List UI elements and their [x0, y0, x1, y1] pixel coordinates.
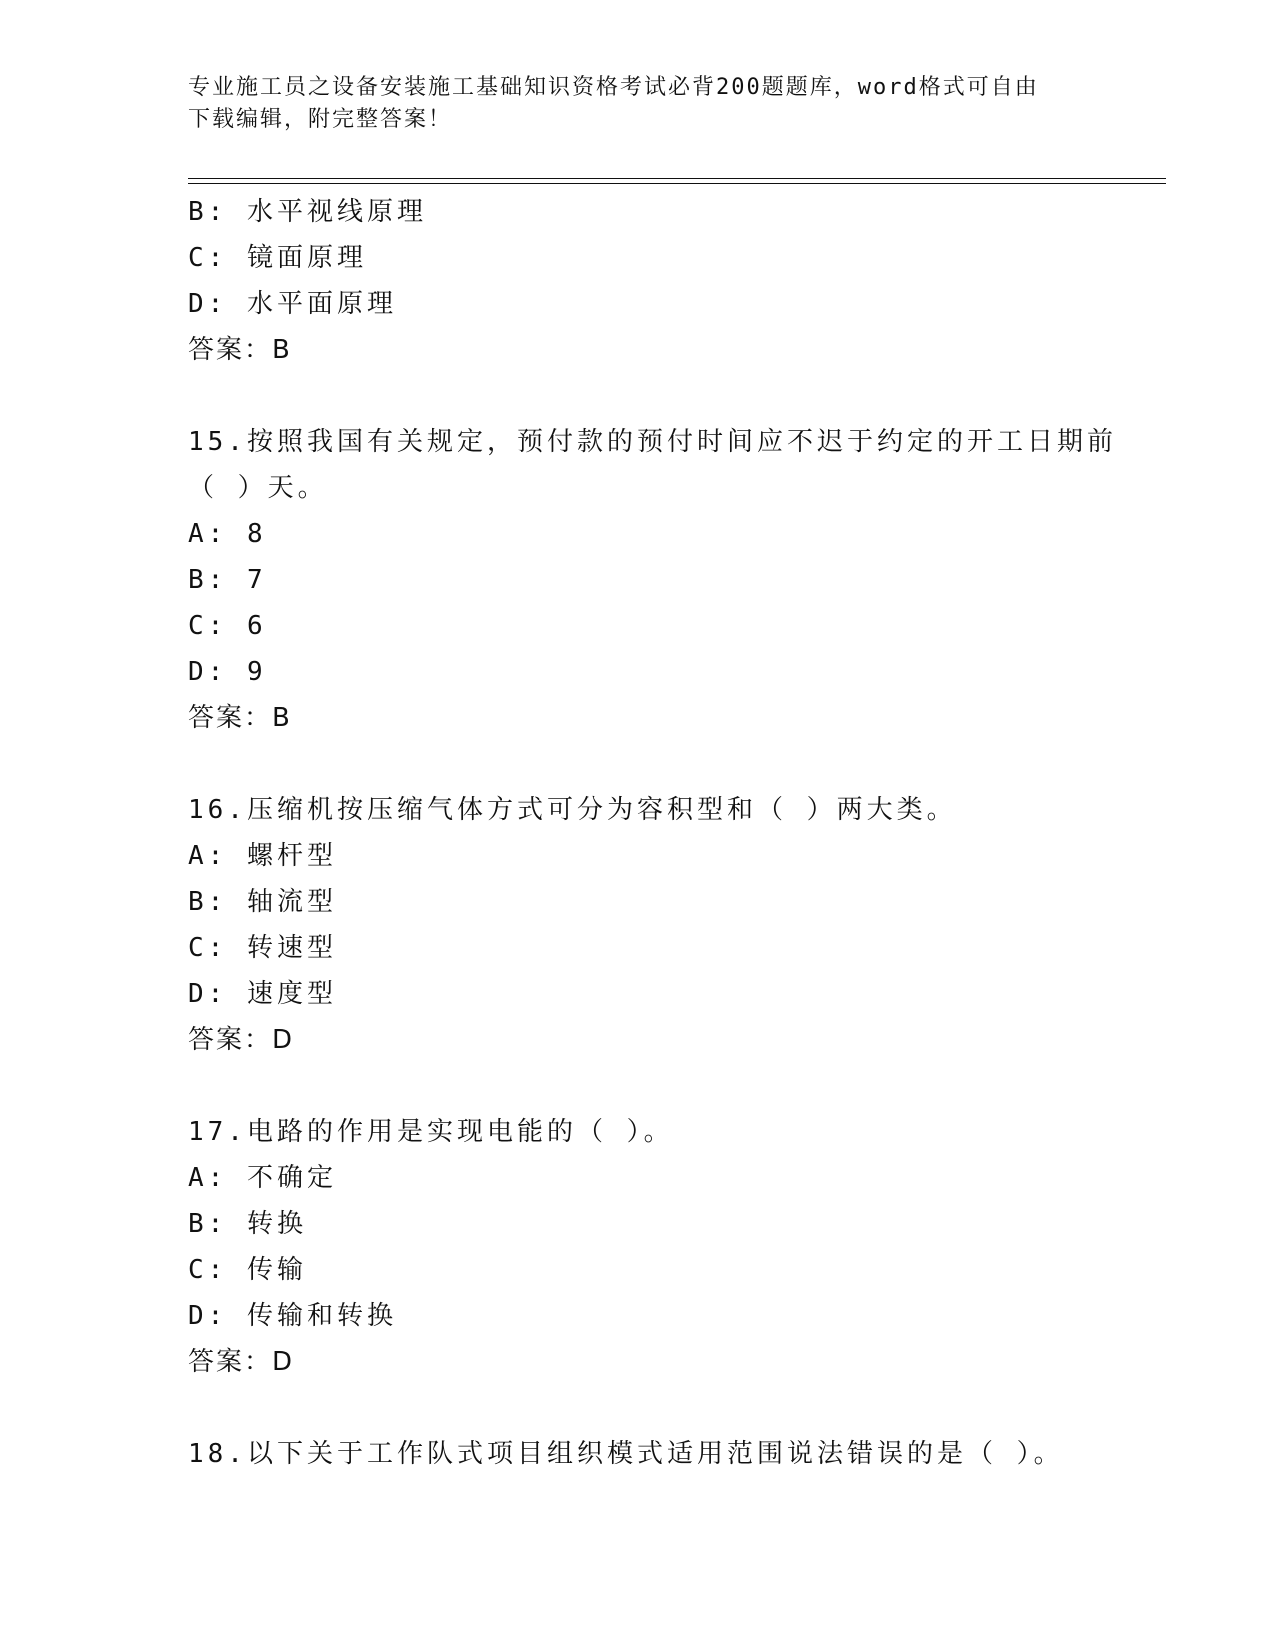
option-d: D: 速度型: [188, 979, 337, 1009]
header-divider: [188, 178, 1166, 184]
header-title-line-2: 下载编辑，附完整答案！: [188, 107, 453, 132]
question-17: [188, 1109, 1168, 1385]
option-c: C: 转速型: [188, 933, 337, 963]
question-15: [188, 419, 1168, 741]
question-14-tail: [188, 189, 1168, 373]
option-d: D: 水平面原理: [188, 289, 397, 319]
question-list: [188, 189, 1168, 1477]
option-a: A: 不确定: [188, 1163, 337, 1193]
option-d: D: 传输和转换: [188, 1301, 397, 1331]
option-a: A: 螺杆型: [188, 841, 337, 871]
header-title-line-1: 专业施工员之设备安装施工基础知识资格考试必背200题题库，word格式可自由: [188, 75, 1039, 100]
option-d: D: 9: [188, 657, 267, 687]
question-stem-continued: （ ）天。: [188, 473, 328, 503]
question-stem: 17.电路的作用是实现电能的（ ）。: [188, 1117, 674, 1147]
option-b: B: 转换: [188, 1209, 307, 1239]
question-18: [188, 1431, 1168, 1477]
option-c: C: 传输: [188, 1255, 307, 1285]
answer-label: 答案：D: [188, 1347, 295, 1377]
option-b: B: 轴流型: [188, 887, 337, 917]
question-stem: 18.以下关于工作队式项目组织模式适用范围说法错误的是（ ）。: [188, 1439, 1064, 1469]
option-c: C: 镜面原理: [188, 243, 367, 273]
option-b: B: 水平视线原理: [188, 197, 427, 227]
option-b: B: 7: [188, 565, 267, 595]
answer-label: 答案：B: [188, 703, 292, 733]
option-c: C: 6: [188, 611, 267, 641]
option-a: A: 8: [188, 519, 267, 549]
question-stem: 15.按照我国有关规定，预付款的预付时间应不迟于约定的开工日期前: [188, 427, 1117, 457]
answer-label: 答案：D: [188, 1025, 295, 1055]
question-16: [188, 787, 1168, 1063]
question-stem: 16.压缩机按压缩气体方式可分为容积型和（ ）两大类。: [188, 795, 957, 825]
document-header: [188, 72, 1088, 136]
answer-label: 答案：B: [188, 335, 292, 365]
